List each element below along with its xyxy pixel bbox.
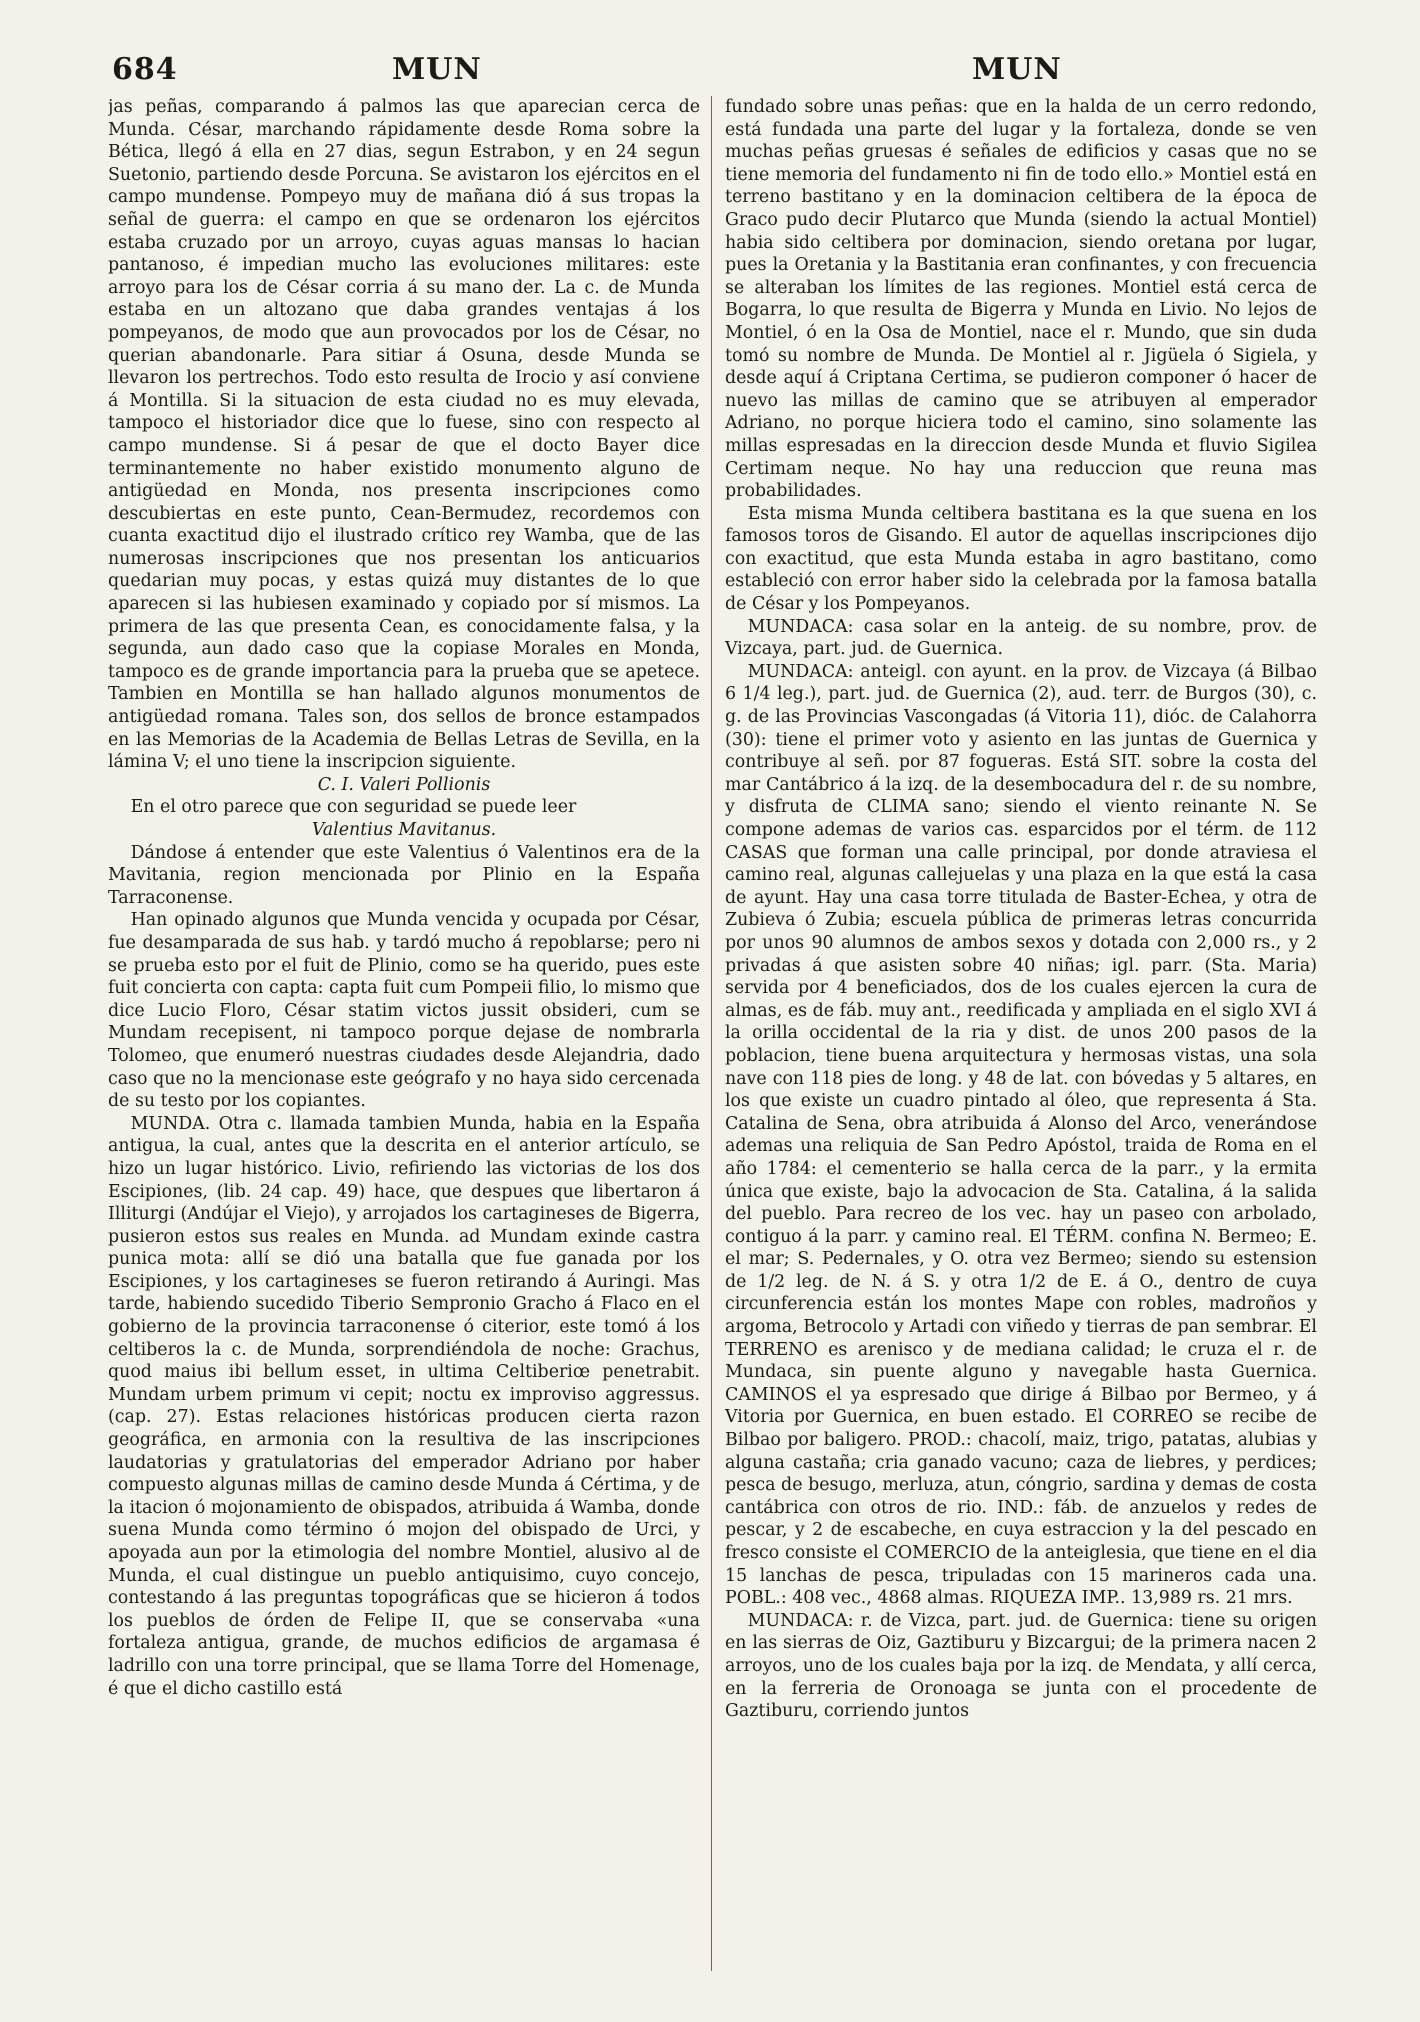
right-column: [725, 96, 1317, 1991]
paragraph: Han opinado algunos que Munda vencida y ocupada por César, fue desamparada de sus hab. y tardó mucho á repoblarse; pero ni se prueba esto por el fuit de Plinio, como se ha querido, pues este fuit concierta con capta: capta fuit cum Pompeii filio, lo mismo que dice Lucio Floro, César statim victos jussit obsideri, cum se Mundam recepisent, ni tampoco porque dejase de nombrarla Tolomeo, que enumeró nuestras ciudades desde Alejandria, dado caso que no la mencionase este geógrafo y no haya sido cercenada de su testo por los copiantes.: [108, 910, 700, 1112]
entry-mundaca-casa: MUNDACA: casa solar en la anteig. de su nombre, prov. de Vizcaya, part. jud. de Guernica.: [725, 616, 1317, 660]
inscription-line: C. I. Valeri Pollionis: [317, 774, 491, 795]
page-header: [112, 52, 1332, 92]
running-head-left: MUN: [392, 52, 482, 87]
entry-munda: MUNDA. Otra c. llamada tambien Munda, habia en la España antigua, la cual, antes que la descrita en el anterior artículo, se hizo un lugar histórico. Livio, refiriendo las victorias de los dos Escipiones, (lib. 24 cap. 49) hace, que despues que libertaron á Illiturgi (Andújar el Viejo), y arrojados los cartagineses de Bigerra, pusieron estos sus reales en Munda. ad Mundam exinde castra punica mota: allí se dió una batalla que fue ganada por los Escipiones, y los cartagineses se fueron retirando á Auringi. Mas tarde, habiendo sucedido Tiberio Sempronio Gracho á Flaco en el gobierno de la provincia tarraconense ó citerior, este tomó á los celtiberos la c. de Munda, sorprendiéndola de noche: Grachus, quod maius ibi bellum esset, in ultima Celtiberiœ penetrabit. Mundam urbem primum vi cepit; noctu ex improviso aggressus. (cap. 27). Estas relaciones históricas producen cierta razon geográfica, en armonia con la resultiva de las inscripciones laudatorias y gratulatorias del emperador Adriano por haber compuesto algunas millas de camino desde Munda á Cértima, y de la itacion ó mojonamiento de obispados, atribuida á Wamba, donde suena Munda como término ó mojon del obispado de Urci, y apoyada aun por la etimologia del nombre Montiel, alusivo al de Munda, el cual distingue un pueblo antiquisimo, cuyo concejo, contestando á las preguntas topográficas que se hicieron á todos los pueblos de órden de Felipe II, que se conservaba «una fortaleza antigua, grande, de muchos edificios de argamasa é ladrillo con una torre principal, que se llama Torre del Homenage, é que el dicho castillo está: [108, 1113, 700, 1699]
paragraph: jas peñas, comparando á palmos las que aparecian cerca de Munda. César, marchando rápidamente desde Roma sobre la Bética, llegó á ella en 27 dias, segun Estrabon, y en 24 segun Suetonio, partiendo desde Porcuna. Se avistaron los ejércitos en el campo mundense. Pompeyo muy de mañana dió á sus tropas la señal de guerra: el campo en que se ordenaron los ejércitos estaba cruzado por un arroyo, cuyas aguas mansas lo hacian pantanoso, é impedian mucho las evoluciones militares: este arroyo para los de César corria á su mano der. La c. de Munda estaba en un altozano que daba grandes ventajas á los pompeyanos, de modo que aun provocados por los de César, no querian abandonarle. Para sitiar á Osuna, desde Munda se llevaron los pertrechos. Todo esto resulta de Irocio y así conviene á Montilla. Si la situacion de esta ciudad no es muy elevada, tampoco el historiador dice que lo fuese, sino con respecto al campo mundense. Si á pesar de que el docto Bayer dice terminantemente no haber existido monumento alguno de antigüedad en Monda, nos presenta inscripciones como descubiertas en este punto, Cean-Bermudez, recordemos con cuanta exactitud dijo el ilustrado crítico rey Wamba, que de las numerosas inscripciones que nos presentan los anticuarios quedarian muy pocas, y estas quizá muy distantes de lo que aparecen si las hubiesen examinado y copiado por sí mismos. La primera de las que presenta Cean, es conocidamente falsa, y la segunda, aun dado caso que la copiase Morales en Monda, tampoco es de grande importancia para la prueba que se apetece. Tambien en Montilla se han hallado algunos monumentos de antigüedad romana. Tales son, dos sellos de bronce estampados en las Memorias de la Academia de Bellas Letras de Sevilla, en la lámina V; el uno tiene la inscripcion siguiente.: [108, 97, 700, 773]
running-head-right: MUN: [972, 52, 1062, 87]
entry-mundaca-anteiglesia: MUNDACA: anteigl. con ayunt. en la prov. de Vizcaya (á Bilbao 6 1/4 leg.), part. jud. de Guernica (2), aud. terr. de Burgos (30), c. g. de las Provincias Vascongadas (á Vitoria 11), dióc. de Calahorra (30): tiene el primer voto y asiento en las juntas de Guernica y contribuye al señ. por 87 fogueras. Está SIT. sobre la costa del mar Cantábrico á la izq. de la desembocadura del r. de su nombre, y disfruta de CLIMA sano; siendo el viento reinante N. Se compone ademas de varios cas. esparcidos por el térm. de 112 CASAS que forman una calle principal, por donde atraviesa el camino real, algunas callejuelas y una plaza en la que está la casa de ayunt. Hay una casa torre titulada de Baster-Echea, y otra de Zubieva ó Zubia; escuela pública de primeras letras concurrida por unos 90 alumnos de ambos sexos y dotada con 2,000 rs., y 2 privadas á que asisten sobre 40 niñas; igl. parr. (Sta. Maria) servida por 4 beneficiados, dos de los cuales ejercen la cura de almas, es de fáb. muy ant., reedificada y ampliada en el siglo XVI á la orilla occidental de la ria y dist. de unos 200 pasos de la poblacion, tiene buena arquitectura y hermosas vistas, una sola nave con 118 pies de long. y 48 de lat. con bóvedas y 5 altares, en los que existe un cuadro pintado al óleo, que representa á Sta. Catalina de Sena, obra atribuida á Alonso del Arco, venerándose ademas una reliquia de San Pedro Apóstol, traida de Roma en el año 1784: el cementerio se halla cerca de la parr., y la ermita única que existe, bajo la advocacion de Sta. Catalina, á la salida del pueblo. Para recreo de los vec. hay un paseo con arbolado, contiguo á la parr. y camino real. El TÉRM. confina N. Bermeo; E. el mar; S. Pedernales, y O. otra vez Bermeo; siendo su estension de 1/2 leg. de N. á S. y otra 1/2 de E. á O., dentro de cuya circunferencia están los montes Mape con robles, madroños y argoma, Betrocolo y Artadi con viñedo y tierras de pan sembrar. El TERRENO es arenisco y de mediana calidad; le cruza el r. de Mundaca, sin puente alguno y navegable hasta Guernica. CAMINOS el ya espresado que dirige á Bilbao por Bermeo, y á Vitoria por Guernica, en buen estado. El CORREO se recibe de Bilbao por baligero. PROD.: chacolí, maiz, trigo, patatas, alubias y alguna castaña; cria ganado vacuno; caza de liebres, y perdices; pesca de besugo, merluza, atun, cóngrio, sardina y demas de costa cantábrica con otros de rio. IND.: fáb. de anzuelos y redes de pescar, y 2 de escabeche, en cuya estraccion y la del pescado en fresco consiste el COMERCIO de la anteiglesia, que tiene en el dia 15 lanchas de pesca, tripuladas con 15 marineros cada una. POBL.: 408 vec., 4868 almas. RIQUEZA IMP.. 13,989 rs. 21 mrs.: [725, 661, 1317, 1609]
page-number: 684: [112, 52, 178, 87]
inscription-line: Valentius Mavitanus.: [311, 820, 497, 840]
left-column: [108, 96, 700, 1991]
paragraph: Dándose á entender que este Valentius ó Valentinos era de la Mavitania, region mencionada por Plinio en la España Tarraconense.: [108, 842, 700, 908]
paragraph: fundado sobre unas peñas: que en la halda de un cerro redondo, está fundada una parte del lugar y la fortaleza, donde se ven muchas peñas gruesas é señales de edificios y casas que no se tiene memoria del fundamento ni fin de todo ello.» Montiel está en terreno bastitano y en la dominacion celtibera de la época de Graco pudo decir Plutarco que Munda (siendo la actual Montiel) habia sido celtibera por dominacion, siendo oretana por lugar, pues la Oretania y la Bastitania eran confinantes, y con frecuencia se alteraban los límites de las regiones. Montiel está cerca de Bogarra, lo que resulta de Bigerra y Munda en Livio. No lejos de Montiel, ó en la Osa de Montiel, nace el r. Mundo, que sin duda tomó su nombre de Munda. De Montiel al r. Jigüela ó Sigiela, y desde aquí á Criptana Certima, se pudieron componer ó hacer de nuevo las millas de camino que se atribuyen al emperador Adriano, no porque hiciera todo el camino, sino solamente las millas espresadas en la direccion desde Munda et fluvio Sigilea Certimam neque. No hay una reduccion que reuna mas probabilidades.: [725, 97, 1317, 502]
entry-mundaca-rio: MUNDACA: r. de Vizca, part. jud. de Guernica: tiene su origen en las sierras de Oiz, Gaztiburu y Bizcargui; de la primera nacen 2 arroyos, uno de los cuales baja por la izq. de Mendata, y allí cerca, en la ferreria de Oronoaga se junta con el procedente de Gaztiburu, corriendo juntos: [725, 1610, 1317, 1722]
paragraph: En el otro parece que con seguridad se puede leer: [130, 797, 577, 818]
column-divider: [711, 96, 712, 1971]
paragraph: Esta misma Munda celtibera bastitana es la que suena en los famosos toros de Gisando. El autor de aquellas inscripciones dijo con exactitud, que esta Munda estaba in agro bastitano, como estableció con error haber sido la celebrada por la famosa batalla de César y los Pompeyanos.: [725, 503, 1317, 615]
